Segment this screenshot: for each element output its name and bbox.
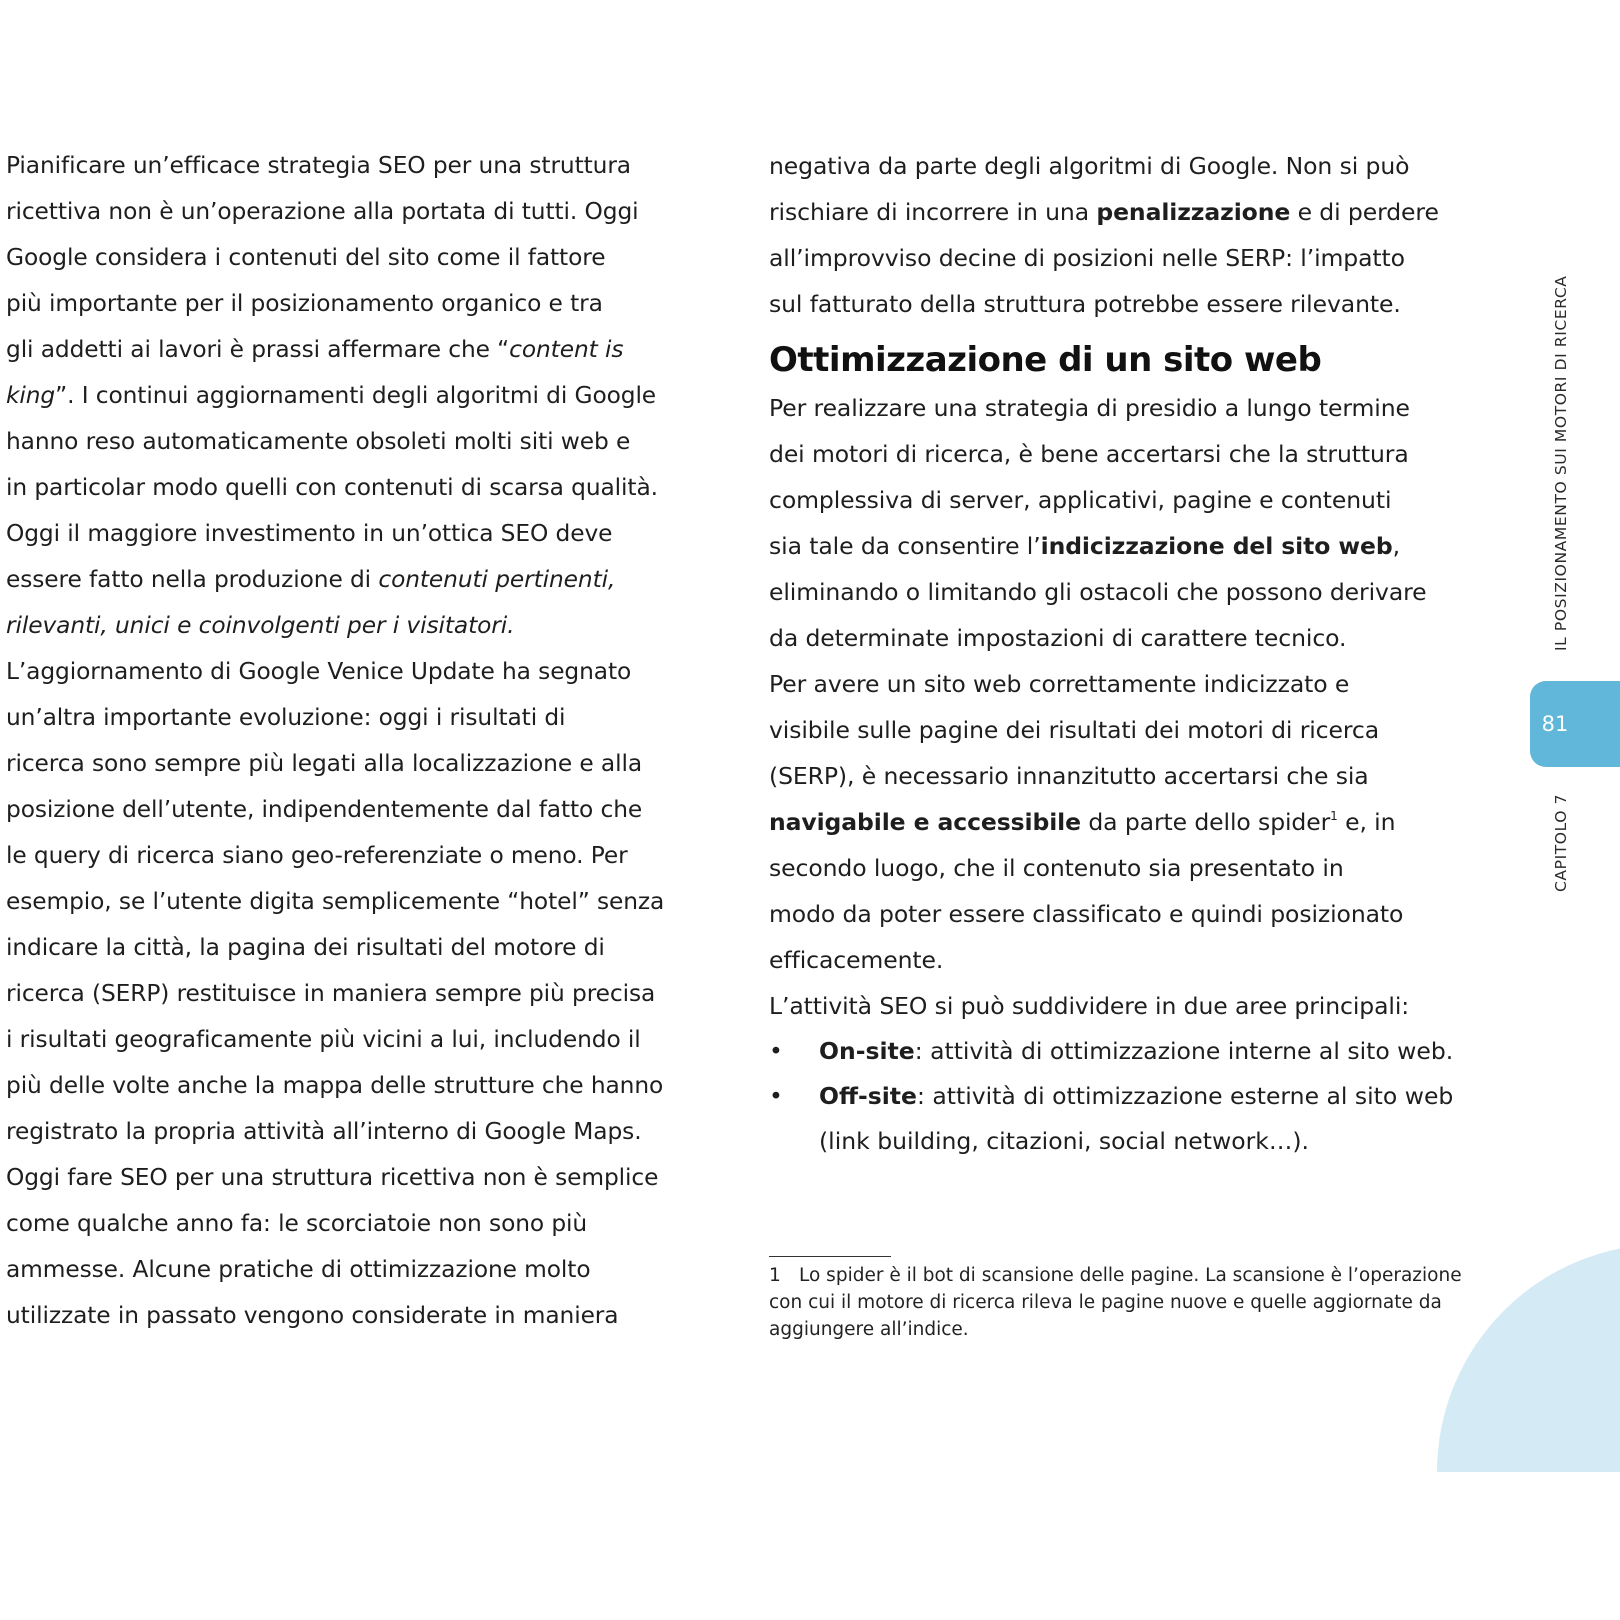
body-line: dei motori di ricerca, è bene accertarsi che la struttura bbox=[769, 440, 1409, 468]
body-line: Google considera i contenuti del sito come il fattore bbox=[6, 244, 606, 271]
body-line: L’aggiornamento di Google Venice Update ha segnato bbox=[6, 658, 632, 685]
body-line: rischiare di incorrere in una penalizzazione e di perdere bbox=[769, 198, 1439, 226]
body-line: Per realizzare una strategia di presidio a lungo termine bbox=[769, 394, 1410, 422]
body-line: ricerca (SERP) restituisce in maniera sempre più precisa bbox=[6, 980, 656, 1007]
body-line: da determinate impostazioni di carattere tecnico. bbox=[769, 624, 1347, 652]
left-column-body bbox=[6, 143, 716, 1339]
bullet-item-on-site: • On-site: attività di ottimizzazione interne al sito web. bbox=[769, 1029, 1459, 1074]
body-line: navigabile e accessibile da parte dello spider$^1$ e, in bbox=[769, 808, 1396, 836]
italic-phrase: king bbox=[6, 382, 56, 409]
body-line bbox=[6, 603, 716, 649]
footnote: 1 Lo spider è il bot di scansione delle pagine. La scansione è l’operazione con cui il motore di ricerca rileva le pagine nuove e quelle aggiornate da aggiungere all’indice. bbox=[769, 1262, 1469, 1343]
bold-term: On-site bbox=[819, 1037, 915, 1065]
body-line: essere fatto nella produzione di contenuti pertinenti, bbox=[6, 566, 616, 593]
section-heading: Ottimizzazione di un sito web bbox=[769, 340, 1322, 380]
body-line: ricerca sono sempre più legati alla localizzazione e alla bbox=[6, 750, 643, 777]
bold-term: indicizzazione del sito web bbox=[1040, 532, 1393, 560]
body-line: Per avere un sito web correttamente indicizzato e bbox=[769, 670, 1350, 698]
bold-term: penalizzazione bbox=[1096, 198, 1291, 226]
bullet-item-off-site: • Off-site: attività di ottimizzazione esterne al sito web (link building, citazioni, social network…). bbox=[769, 1074, 1459, 1164]
body-line: come qualche anno fa: le scorciatoie non sono più bbox=[6, 1210, 588, 1237]
body-line: negativa da parte degli algoritmi di Google. Non si può bbox=[769, 152, 1410, 180]
body-line: utilizzate in passato vengono considerate in maniera bbox=[6, 1302, 619, 1329]
footnote-reference[interactable]: 1 bbox=[1330, 809, 1338, 823]
body-line: in particolar modo quelli con contenuti di scarsa qualità. bbox=[6, 474, 658, 501]
body-line: eliminando o limitando gli ostacoli che possono derivare bbox=[769, 578, 1427, 606]
bold-term: Off-site bbox=[819, 1082, 917, 1110]
italic-phrase: contenuti pertinenti, bbox=[378, 566, 616, 593]
bullet-icon: • bbox=[769, 1082, 783, 1110]
body-line: ricettiva non è un’operazione alla portata di tutti. Oggi bbox=[6, 198, 639, 225]
body-line: efficacemente. bbox=[769, 946, 944, 974]
body-line: più delle volte anche la mappa delle strutture che hanno bbox=[6, 1072, 664, 1099]
body-line: i risultati geograficamente più vicini a lui, includendo il bbox=[6, 1026, 641, 1053]
body-line: indicare la città, la pagina dei risultati del motore di bbox=[6, 934, 605, 961]
body-line: L’attività SEO si può suddividere in due aree principali: bbox=[769, 992, 1410, 1020]
body-line: Oggi fare SEO per una struttura ricettiva non è semplice bbox=[6, 1164, 659, 1191]
body-line: un’altra importante evoluzione: oggi i risultati di bbox=[6, 704, 566, 731]
italic-phrase: rilevanti, unici e coinvolgenti per i visitatori. bbox=[6, 612, 515, 639]
body-line: visibile sulle pagine dei risultati dei motori di ricerca bbox=[769, 716, 1380, 744]
body-line: hanno reso automaticamente obsoleti molti siti web e bbox=[6, 428, 631, 455]
body-line: più importante per il posizionamento organico e tra bbox=[6, 290, 603, 317]
body-line: esempio, se l’utente digita semplicemente “hotel” senza bbox=[6, 888, 665, 915]
body-line: Oggi il maggiore investimento in un’ottica SEO deve bbox=[6, 520, 613, 547]
italic-phrase: content is bbox=[509, 336, 624, 363]
body-line: all’improvviso decine di posizioni nelle SERP: l’impatto bbox=[769, 244, 1405, 272]
body-line: king”. I continui aggiornamenti degli algoritmi di Google bbox=[6, 382, 657, 409]
body-line: secondo luogo, che il contenuto sia presentato in bbox=[769, 854, 1344, 882]
page-number: 81 bbox=[1541, 712, 1569, 736]
body-line: (SERP), è necessario innanzitutto accertarsi che sia bbox=[769, 762, 1369, 790]
body-line: sia tale da consentire l’indicizzazione del sito web, bbox=[769, 532, 1400, 560]
body-line: gli addetti ai lavori è prassi affermare che “content is bbox=[6, 336, 624, 363]
body-line: modo da poter essere classificato e quindi posizionato bbox=[769, 900, 1404, 928]
bullet-icon: • bbox=[769, 1037, 783, 1065]
body-line: posizione dell’utente, indipendentemente dal fatto che bbox=[6, 796, 643, 823]
body-line: registrato la propria attività all’interno di Google Maps. bbox=[6, 1118, 642, 1145]
body-line: Pianificare un’efficace strategia SEO per una struttura bbox=[6, 152, 631, 179]
right-column-body bbox=[769, 143, 1459, 1164]
body-line: ammesse. Alcune pratiche di ottimizzazione molto bbox=[6, 1256, 591, 1283]
footnote-divider bbox=[769, 1256, 891, 1257]
body-line: le query di ricerca siano geo-referenziate o meno. Per bbox=[6, 842, 628, 869]
footnote-number: 1 bbox=[769, 1265, 781, 1286]
body-line: sul fatturato della struttura potrebbe essere rilevante. bbox=[769, 290, 1401, 318]
body-line: complessiva di server, applicativi, pagine e contenuti bbox=[769, 486, 1392, 514]
bold-term: navigabile e accessibile bbox=[769, 808, 1081, 836]
